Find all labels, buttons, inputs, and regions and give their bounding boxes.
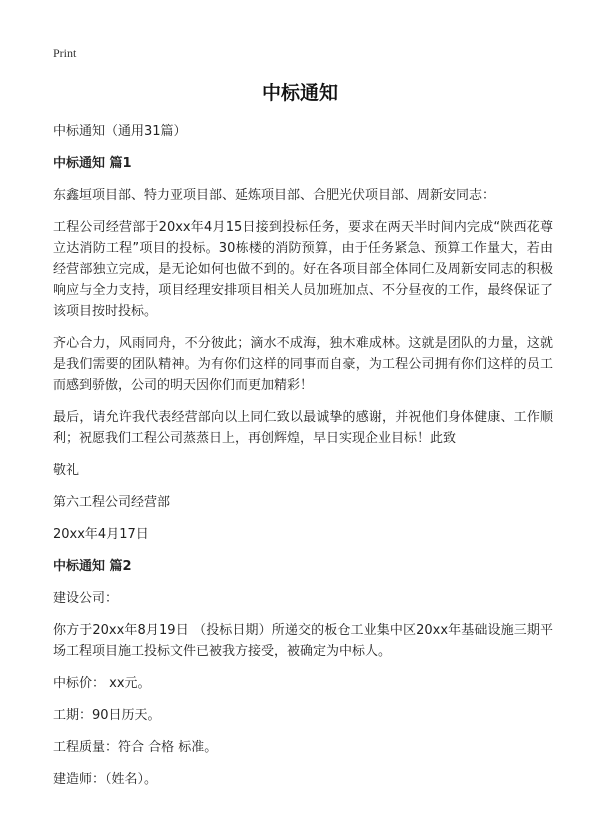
section-heading-part2: 中标通知 篇2	[53, 559, 132, 574]
closing: 敬礼	[53, 463, 80, 478]
document-subtitle: 中标通知（通用31篇）	[53, 124, 187, 139]
print-link[interactable]: Print	[53, 46, 77, 60]
page-title: 中标通知	[261, 82, 338, 104]
date: 20xx年4月17日	[53, 527, 149, 542]
body-paragraph: 你方于20xx年8月19日 （投标日期）所递交的板仓工业集中区20xx年基础设施三期平场工程项目施工投标文件已被我方接受，被确定为中标人。	[53, 623, 553, 659]
quality: 工程质量：符合 合格 标准。	[53, 740, 218, 755]
bid-price: 中标价： xx元。	[53, 676, 151, 691]
body-paragraph: 齐心合力，风雨同舟，不分彼此；滴水不成海，独木难成林。这就是团队的力量，这就是我们需要的团队精神。为有你们这样的同事而自豪，为工程公司拥有你们这样的员工而感到骄傲，公司的明天因你们而更加精彩！	[53, 336, 553, 393]
body-paragraph: 工程公司经营部于20xx年4月15日接到投标任务，要求在两天半时间内完成“陕西花尊立达消防工程”项目的投标。30栋楼的消防预算，由于任务紧急、预算工作量大，若由经营部独立完成，是无论如何也做不到的。好在各项目部全体同仁及周新安同志的积极响应与全力支持，项目经理安排项目相关人员加班加点、不分昼夜的工作，最终保证了该项目按时投标。	[53, 220, 553, 319]
duration: 工期：90日历天。	[53, 708, 161, 723]
signature: 第六工程公司经营部	[53, 495, 171, 510]
builder: 建造师：（姓名）。	[53, 772, 158, 787]
salutation: 建设公司：	[53, 591, 119, 606]
salutation: 东鑫垣项目部、特力亚项目部、延炼项目部、合肥光伏项目部、周新安同志：	[53, 188, 496, 203]
document-body	[53, 121, 553, 801]
section-heading-part1: 中标通知 篇1	[53, 156, 132, 171]
body-paragraph: 最后，请允许我代表经营部向以上同仁致以最诚挚的感谢，并祝他们身体健康、工作顺利；祝愿我们工程公司蒸蒸日上，再创辉煌，早日实现企业目标！此致	[53, 410, 553, 446]
